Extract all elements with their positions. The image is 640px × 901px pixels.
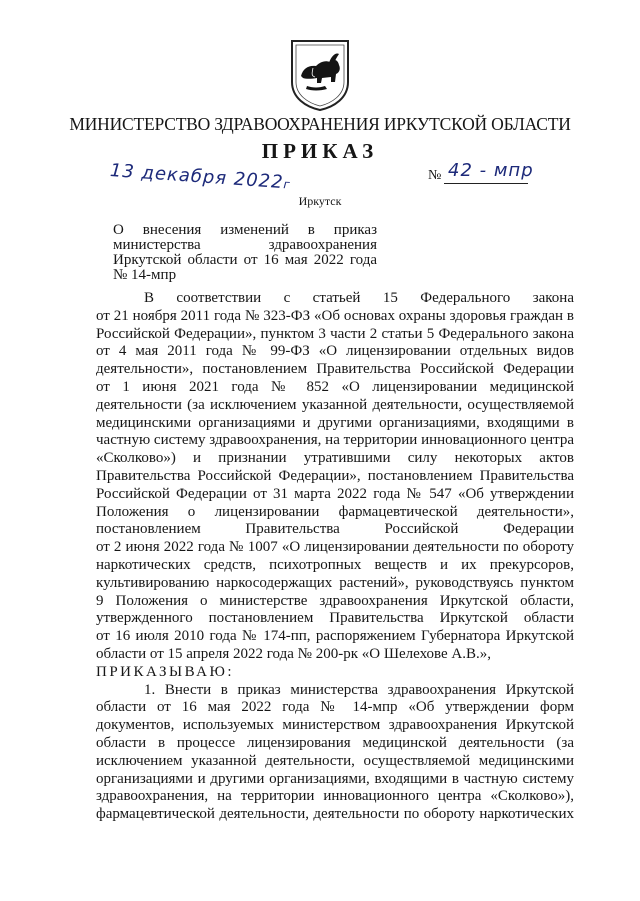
item-line: исключением указанной деятельности, осуществляемой медицинскими — [96, 752, 574, 769]
order-body — [96, 290, 574, 824]
preamble-line: от 16 июля 2010 года № 174-пп, распоряжением Губернатора Иркутской — [96, 628, 574, 645]
order-subject — [113, 223, 377, 283]
order-word: ПРИКАЗЫВАЮ: — [96, 663, 235, 680]
ministry-name: МИНИСТЕРСТВО ЗДРАВООХРАНЕНИЯ ИРКУТСКОЙ ОБЛАСТИ — [69, 114, 571, 134]
document-type-title: ПРИКАЗ — [261, 139, 379, 163]
item-line: области в процессе лицензирования медицинской деятельности (за — [96, 734, 574, 751]
preamble-line: от 1 июня 2021 года № 852 «О лицензировании медицинской — [96, 378, 574, 395]
preamble-line: наркотических средств, психотропных веществ и их прекурсоров, — [96, 556, 574, 573]
coat-of-arms-icon — [289, 38, 351, 112]
preamble-line: культивированию наркосодержащих растений», руководствуясь пунктом — [96, 574, 574, 591]
number-underline — [444, 183, 528, 184]
preamble-line: В соответствии с статьей 15 Федерального закона — [144, 290, 574, 306]
preamble-line: Положения о лицензировании фармацевтической деятельности», — [96, 503, 574, 520]
item-line: фармацевтической деятельности, деятельности по обороту наркотических — [96, 806, 574, 823]
item-line: области от 16 мая 2022 года № 14-мпр «Об утверждении форм — [96, 699, 574, 716]
preamble-line: частную систему здравоохранения, на территории инновационного центра — [96, 432, 574, 449]
preamble-line: 9 Положения о министерстве здравоохранения Иркутской области, — [96, 592, 574, 609]
preamble-line: от 21 ноября 2011 года № 323-ФЗ «Об основах охраны здоровья граждан в — [96, 307, 574, 324]
preamble-line: утвержденного постановлением Правительства Иркутской области — [96, 610, 574, 627]
subject-line: Иркутской области от 16 мая 2022 года — [113, 252, 377, 268]
subject-line: министерства здравоохранения — [113, 237, 377, 253]
preamble-line: от 2 июня 2022 года № 1007 «О лицензировании деятельности по обороту — [96, 539, 574, 556]
preamble-line: Правительства Российской Федерации», постановлением Правительства — [96, 467, 574, 484]
item-line: здравоохранения, на территории инновационного центра «Сколково»), — [96, 788, 574, 805]
number-prefix: № — [428, 168, 442, 183]
subject-line: О внесения изменений в приказ — [113, 222, 377, 238]
subject-line: № 14-мпр — [113, 267, 177, 283]
preamble-line: медицинскими организациями и другими организациями, входящими в — [96, 414, 574, 431]
preamble-line: деятельности (за исключением указанной деятельности, осуществляемой — [96, 396, 574, 413]
item-line: 1. Внести в приказ министерства здравоохранения Иркутской — [144, 681, 574, 698]
city-name: Иркутск — [298, 194, 342, 208]
preamble-line: деятельности», постановлением Правительства Российской Федерации — [96, 361, 574, 378]
date-value: 13 декабря 2022 — [109, 160, 285, 194]
handwritten-number: 42 - мпр — [448, 160, 534, 181]
preamble-line: постановлением Правительства Российской Федерации — [96, 521, 574, 538]
preamble-line: Российской Федерации от 31 марта 2022 года № 547 «Об утверждении — [96, 485, 574, 502]
item-line: организациями и другими организациями, входящими в частную систему — [96, 770, 574, 787]
item-line: документов, используемых министерством здравоохранения Иркутской — [96, 717, 574, 734]
preamble-line: Российской Федерации», пунктом 3 части 2 статьи 5 Федерального закона — [96, 325, 574, 342]
preamble-line: области от 15 апреля 2022 года № 200-рк «О Шелехове А.В.», — [96, 645, 491, 662]
handwritten-date — [109, 160, 291, 194]
preamble-line: «Сколково») и признании утратившими силу некоторых актов — [96, 450, 574, 467]
date-suffix: г — [282, 177, 292, 192]
preamble-line: от 4 мая 2011 года № 99-ФЗ «О лицензировании отдельных видов — [96, 343, 574, 360]
